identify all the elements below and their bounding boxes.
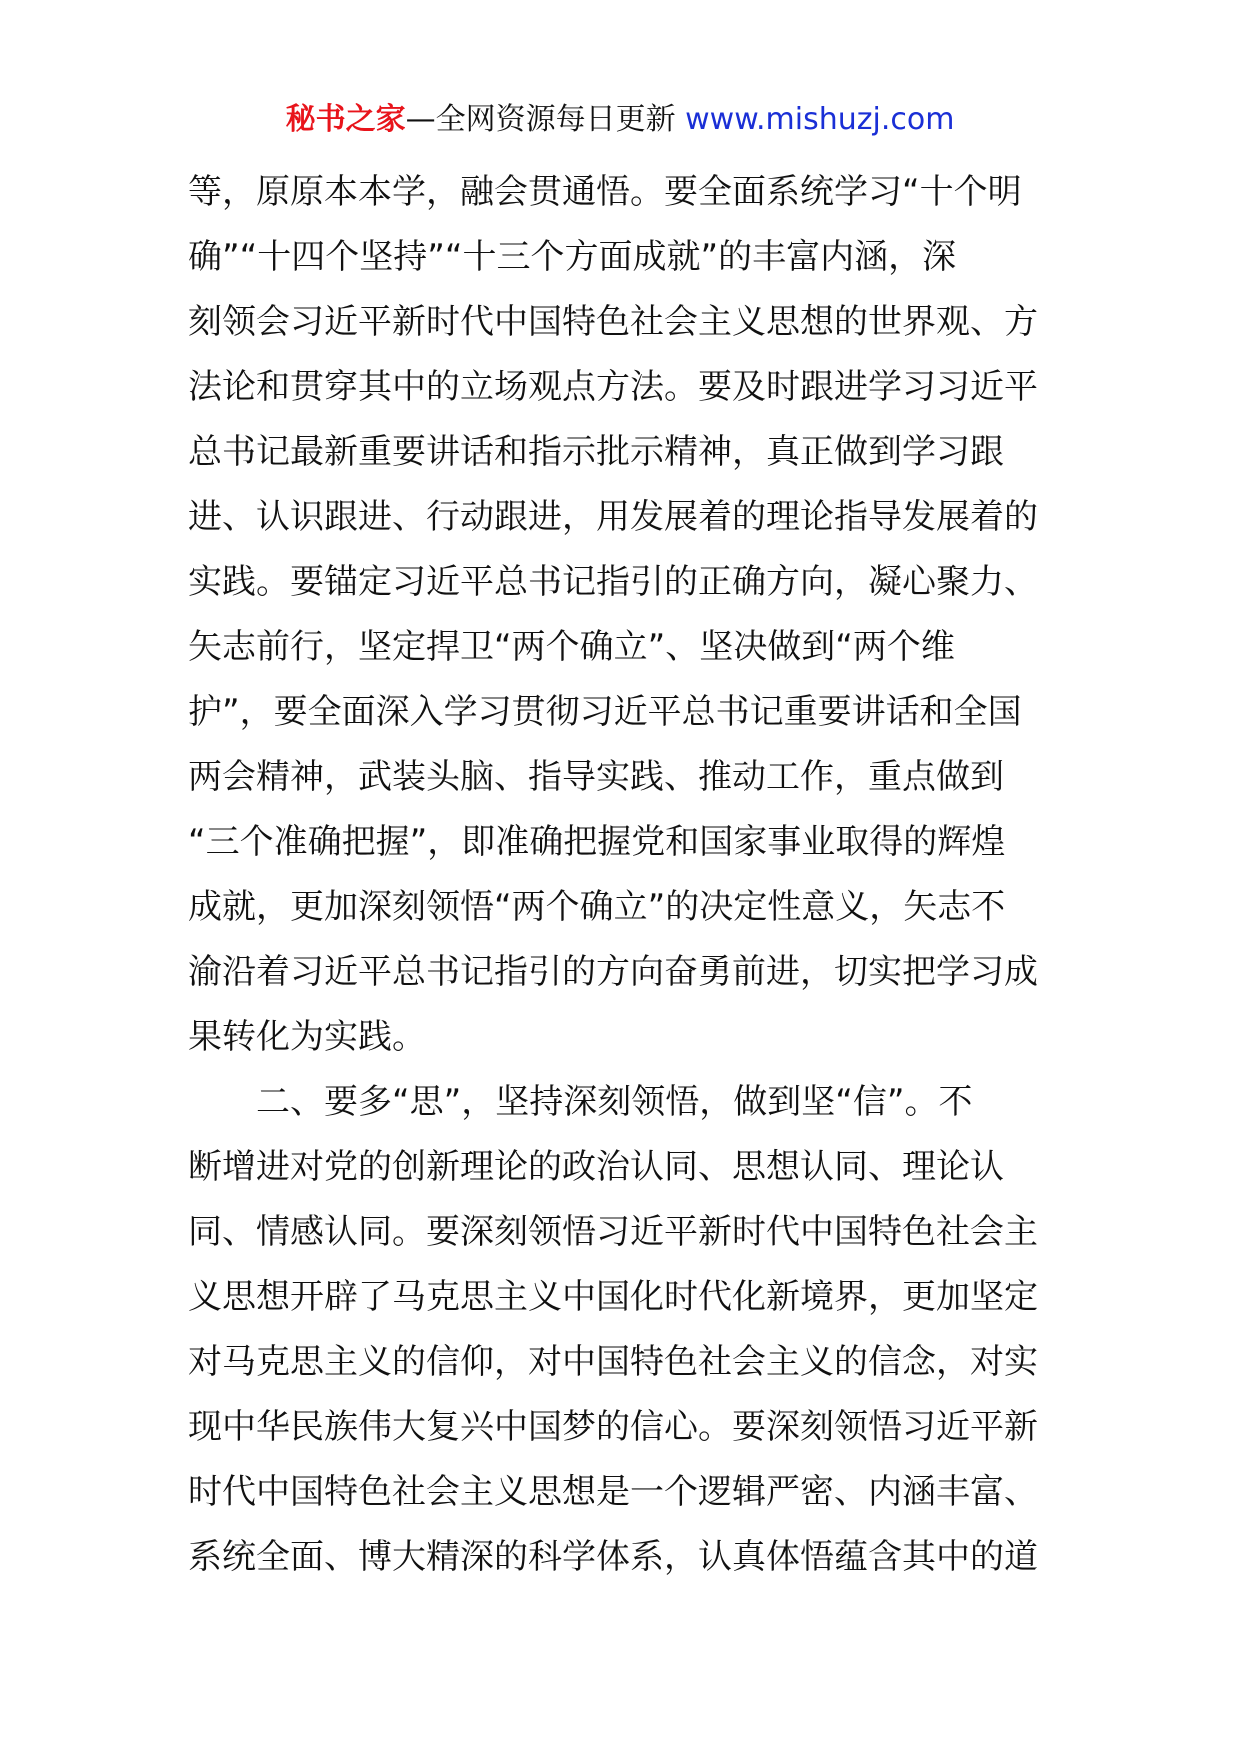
text-line: 矢志前行，坚定捍卫“两个确立”、坚决做到“两个维 bbox=[188, 627, 955, 667]
text-line: 刻领会习近平新时代中国特色社会主义思想的世界观、方 bbox=[188, 302, 1038, 342]
text-line: 断增进对党的创新理论的政治认同、思想认同、理论认 bbox=[188, 1147, 1004, 1187]
text-line: 法论和贯穿其中的立场观点方法。要及时跟进学习习近平 bbox=[188, 367, 1038, 407]
brand-name: 秘书之家 bbox=[285, 102, 406, 137]
text-line: 护”，要全面深入学习贯彻习近平总书记重要讲话和全国 bbox=[188, 692, 1022, 732]
text-line: 等，原原本本学，融会贯通悟。要全面系统学习“十个明 bbox=[188, 172, 1022, 212]
text-line: 对马克思主义的信仰，对中国特色社会主义的信念，对实 bbox=[188, 1342, 1038, 1382]
text-line: 义思想开辟了马克思主义中国化时代化新境界，更加坚定 bbox=[188, 1277, 1038, 1317]
text-line: 同、情感认同。要深刻领悟习近平新时代中国特色社会主 bbox=[188, 1212, 1038, 1252]
website-url[interactable]: www.mishuzj.com bbox=[685, 102, 955, 137]
text-line: 现中华民族伟大复兴中国梦的信心。要深刻领悟习近平新 bbox=[188, 1407, 1038, 1447]
text-line: 确”“十四个坚持”“十三个方面成就”的丰富内涵，深 bbox=[188, 237, 957, 277]
text-line: 系统全面、博大精深的科学体系，认真体悟蕴含其中的道 bbox=[188, 1537, 1038, 1577]
page-header bbox=[0, 98, 1240, 142]
text-line: 实践。要锚定习近平总书记指引的正确方向，凝心聚力、 bbox=[188, 562, 1038, 602]
text-line: 果转化为实践。 bbox=[188, 1017, 426, 1057]
text-line: “三个准确把握”，即准确把握党和国家事业取得的辉煌 bbox=[188, 822, 1006, 862]
header-slogan: —全网资源每日更新 bbox=[405, 102, 686, 137]
text-line: 两会精神，武装头脑、指导实践、推动工作，重点做到 bbox=[188, 757, 1004, 797]
section-heading-line: 二、要多“思”，坚持深刻领悟，做到坚“信”。不 bbox=[188, 1082, 973, 1122]
text-line: 渝沿着习近平总书记指引的方向奋勇前进，切实把学习成 bbox=[188, 952, 1038, 992]
text-line: 时代中国特色社会主义思想是一个逻辑严密、内涵丰富、 bbox=[188, 1472, 1038, 1512]
text-line: 成就，更加深刻领悟“两个确立”的决定性意义，矢志不 bbox=[188, 887, 1006, 927]
text-line: 总书记最新重要讲话和指示批示精神，真正做到学习跟 bbox=[188, 432, 1004, 472]
document-body bbox=[188, 160, 1058, 1590]
text-line: 进、认识跟进、行动跟进，用发展着的理论指导发展着的 bbox=[188, 497, 1038, 537]
